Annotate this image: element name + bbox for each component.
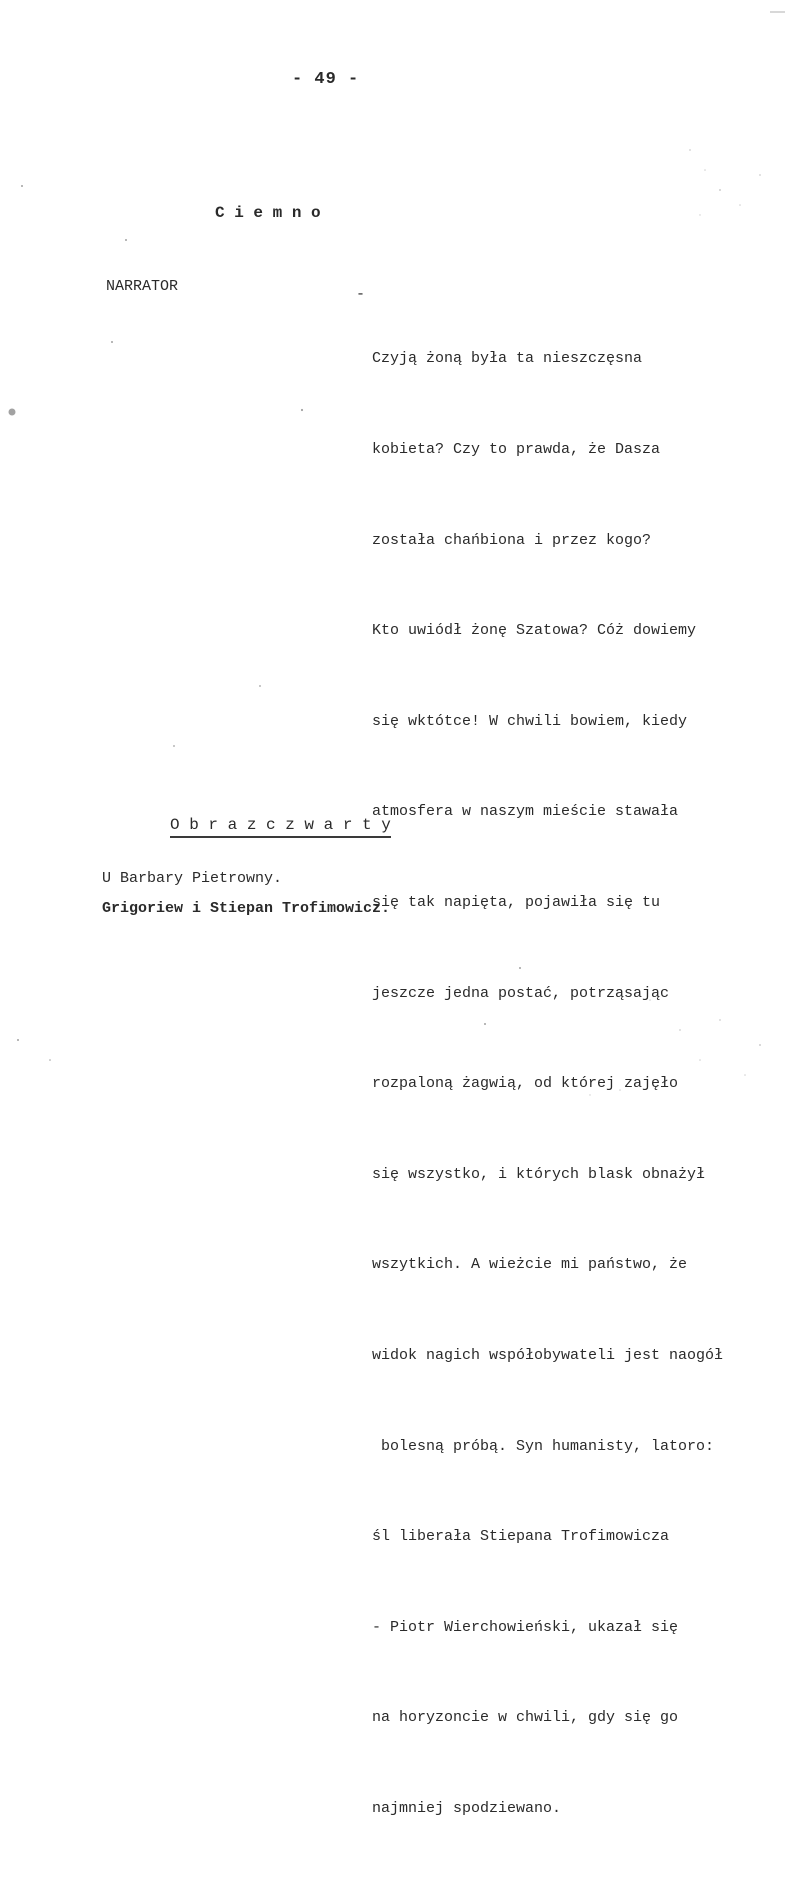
speech-line: - Piotr Wierchowieński, ukazał się xyxy=(372,1618,679,1636)
speaker-name: NARRATOR xyxy=(106,278,179,295)
speech-line: została chańbiona i przez kogo? xyxy=(372,531,652,549)
speech-line: się wktótce! W chwili bowiem, kiedy xyxy=(372,712,688,730)
speech-line: na horyzoncie w chwili, gdy się go xyxy=(372,1709,679,1727)
speech-dash: - xyxy=(356,286,366,303)
scene-title: O b r a z c z w a r t y xyxy=(170,816,391,838)
scene-characters: Grigoriew i Stiepan Trofimowicz. xyxy=(102,900,391,917)
speech-line: najmniej spodziewano. xyxy=(372,1799,562,1817)
speech-line: jeszcze jedna postać, potrząsając xyxy=(372,984,670,1002)
speech-line: Kto uwiódł żonę Szatowa? Cóż dowiemy xyxy=(372,622,697,640)
speech-line: atmosfera w naszym mieście stawała xyxy=(372,803,679,821)
page-number: - 49 - xyxy=(292,70,360,89)
scene-location: U Barbary Pietrowny. xyxy=(102,870,283,887)
speech-line: rozpaloną żagwią, od której zajęło xyxy=(372,1075,679,1093)
speech-line: widok nagich współobywateli jest naogół xyxy=(372,1346,724,1364)
speech-line: się wszystko, i których blask obnażył xyxy=(372,1165,706,1183)
speech-line: wszytkich. A wieżcie mi państwo, że xyxy=(372,1256,688,1274)
section-heading: C i e m n o xyxy=(215,204,321,222)
narrator-speech xyxy=(372,284,785,1885)
speech-line: kobieta? Czy to prawda, że Dasza xyxy=(372,441,661,458)
speech-line: bolesną próbą. Syn humanisty, latoro: xyxy=(372,1437,715,1455)
speech-line: Czyją żoną była ta nieszczęsna xyxy=(372,350,643,368)
speech-line: się tak napięta, pojawiła się tu xyxy=(372,893,661,911)
speech-line: śl liberała Stiepana Trofimowicza xyxy=(372,1528,670,1546)
